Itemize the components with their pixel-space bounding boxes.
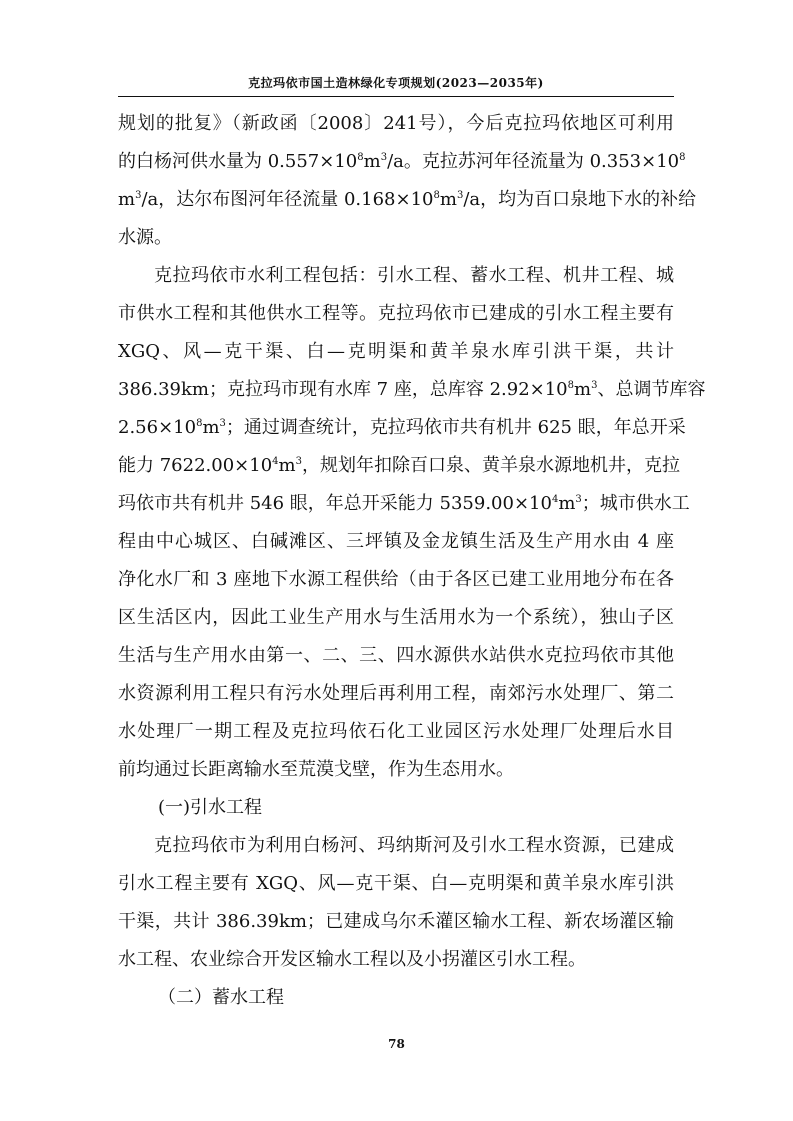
paragraph-line: 程由中心城区、白碱滩区、三坪镇及金龙镇生活及生产用水由 4 座 <box>118 531 674 552</box>
paragraph-line: 克拉玛依市为利用白杨河、玛纳斯河及引水工程水资源，已建成 <box>154 835 674 856</box>
paragraph-line: 水工程、农业综合开发区输水工程以及小拐灌区引水工程。 <box>118 949 586 970</box>
paragraph-line: 能力 $7622.00\times 10^4m^3$，规划年扣除百口泉、黄羊泉水源地机井，克拉 <box>118 455 680 476</box>
page-number: 78 <box>388 1037 405 1051</box>
paragraph-line: 生活与生产用水由第一、二、三、四水源供水站供水克拉玛依市其他 <box>118 645 674 666</box>
paragraph-line: 前均通过长距离输水至荒漠戈壁，作为生态用水。 <box>118 759 514 780</box>
paragraph-line: 克拉玛依市水利工程包括：引水工程、蓄水工程、机井工程、城 <box>154 265 674 286</box>
paragraph-line: 干渠，共计 386.39km；已建成乌尔禾灌区输水工程、新农场灌区输 <box>118 911 674 932</box>
paragraph-line: 水处理厂一期工程及克拉玛依石化工业园区污水处理厂处理后水目 <box>118 721 674 742</box>
paragraph-line: 引水工程主要有 XGQ、风—克干渠、白—克明渠和黄羊泉水库引洪 <box>118 873 674 894</box>
paragraph-line: 区生活区内，因此工业生产用水与生活用水为一个系统），独山子区 <box>118 607 674 628</box>
section-heading: （二）蓄水工程 <box>158 987 284 1008</box>
document-body <box>118 105 706 1017</box>
paragraph-line: 市供水工程和其他供水工程等。克拉玛依市已建成的引水工程主要有 <box>118 303 674 324</box>
paragraph-line: $2.56\times 10^8m^3$；通过调查统计，克拉玛依市共有机井 625 眼，年总开采 <box>118 417 686 438</box>
paragraph-line: 玛依市共有机井 546 眼，年总开采能力 $5359.00\times 10^4m^3$；城市供水工 <box>118 493 690 514</box>
running-header: 克拉玛依市国土造林绿化专项规划(2023—2035年) <box>248 76 544 90</box>
paragraph-line: XGQ、风—克干渠、白—克明渠和黄羊泉水库引洪干渠，共计 <box>118 341 674 362</box>
paragraph-line: 水资源利用工程只有污水处理后再利用工程，南郊污水处理厂、第二 <box>118 683 674 704</box>
paragraph-line: 净化水厂和 3 座地下水源工程供给（由于各区已建工业用地分布在各 <box>118 569 674 590</box>
header-rule <box>118 96 674 97</box>
paragraph-line: 规划的批复》（新政函〔2008〕241号），今后克拉玛依地区可利用 <box>118 113 674 134</box>
section-heading: (一)引水工程 <box>158 797 263 818</box>
paragraph-line: 水源。 <box>118 227 172 248</box>
paragraph-line: 的白杨河供水量为 $0.557\times 10^8m^3/a$。克拉苏河年径流量为 $0.353\times 10^8$ <box>118 151 686 172</box>
paragraph-line: 386.39km；克拉玛市现有水库 7 座，总库容 $2.92\times 10^8m^3$、总调节库容 <box>118 379 706 400</box>
paragraph-line: $m^3/a$，达尔布图河年径流量 $0.168\times 10^8m^3/a$，均为百口泉地下水的补给 <box>118 189 697 210</box>
